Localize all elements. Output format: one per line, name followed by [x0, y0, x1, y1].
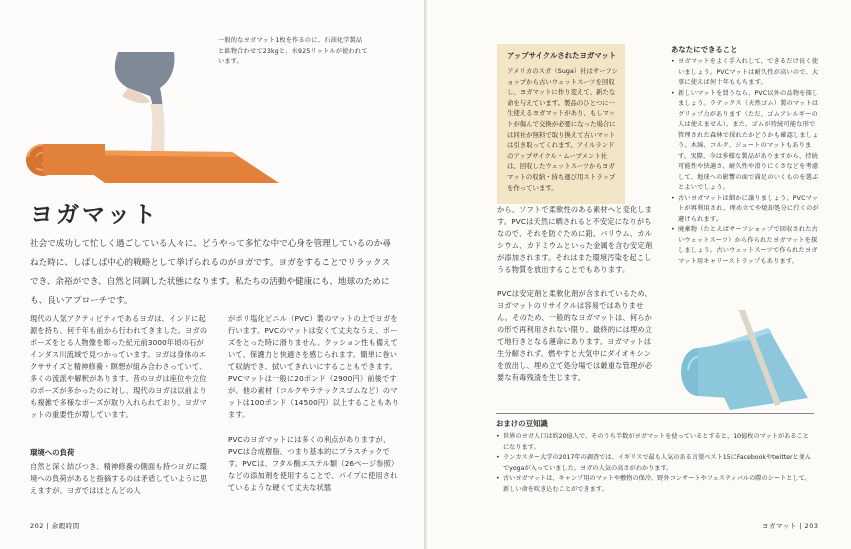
page-number-right: ヨガマット | 203 — [762, 522, 819, 530]
sidebar-title: アップサイクルされたヨガマット — [507, 51, 617, 60]
illustration-caption: 一般的なヨガマット1枚を作るのに、石油化学製品と鉱物合わせて23kgと、水925リットルが使われています。 — [218, 37, 368, 65]
bonus-list — [496, 432, 814, 495]
right-column-text: から、ソフトで柔軟性のある素材へと変化します。PVCは天然に晒されると不安定になりがちなので、それを防ぐために鉛、バリウム、カルシウム、カドミウムといった金属を含む安定剤が添加されます。それはまた環境汚染を起こしうる物質を放出することでもあります。 — [497, 205, 653, 274]
list-item: • 古いヨガマットは細かに譲りましょう。PVCマットが再利用され、埋め立てや焼却処分に行くのが避けられます。 — [671, 194, 819, 226]
sidebar-text: アメリカのスガ（Suga）社はサーフショップから古いウェットスーツを回収し、ヨガマットに作り変えて、新たな命を与えています。製品のひとつに一生使えるヨガマットがあり、もしマットが傷んで交換が必要になった場合には同社が無料で取り換えて古いマットは引き取ってくれます。アイルランドのアップサイクル・ムーブメント社は、回収したウェットスーツからヨガマットの収納・持ち運び用ストラップを作っています。 — [507, 67, 618, 192]
column-2-text: がポリ塩化ビニル（PVC）製のマットの上でヨガを行います。PVCのマットは安くて丈夫なうえ、ポーズをとった時に滑りません。クッション性も備えていて、保護力と快適さを感じられます。簡単に巻いて収納でき、拭いてきれいにすることもできます。PVCマットは一般に20ポンド（2900円）前後ですが、他の素材（コルクやラテックスゴムなど）のマットは100ポンド（14500円）以上することもあります。 — [228, 314, 400, 419]
right-column-text-2: PVCは安定剤と柔軟化剤が含まれているため、ヨガマットのリサイクルは容易ではありません。そのため、一般的なヨガマットは、何らかの形で再利用されない限り、最終的には埋め立て地行きとなる運命にあります。ヨガマットは生分解されず、燃やすと大気中にダイオキシンを放出し、埋め立て処分場では厳重な管理が必要な有毒残渣を生じます。 — [497, 289, 653, 382]
left-page — [0, 0, 425, 549]
page-title: ヨガマット — [30, 202, 160, 228]
bonus-heading: おまけの豆知識 — [496, 419, 548, 428]
bonus-facts-box — [496, 413, 814, 495]
standing-leg — [115, 52, 175, 168]
list-item: • 廃棄物（たとえばサーフショップで回収された古いウェットスーツ）から作られたヨガマットを探しましょう。古いウェットスーツで作られたヨガマット用キャリーストラップもあります。 — [671, 225, 819, 267]
yoga-illustration — [0, 0, 425, 200]
list-item: • ヨガマットをよく手入れして、できるだけ長く使いましょう。PVCマットは耐久性が高いので、大事に使えば何十年ももちます。 — [671, 57, 819, 89]
column-1-text: 現代の人気アクティビティであるヨガは、インドに起源を持ち、何千年も前から行われてきました。ヨガのポーズをとる人物像を彫った紀元前3000年頃の石がインダス川流域で見つかっています。ヨガは身体のエクササイズと精神修養・瞑想が組み合わさっていて、多くの流派や解釈があります。昔のヨガは座位や立位のポーズが多かったのに対し、現代のヨガは以前よりも複雑で多様なポーズが取り入れられており、ヨガマットの重要性が増しています。 — [30, 314, 208, 419]
lead-paragraph: 社会で成功して忙しく過ごしている人々に、どうやって多忙な中で心身を管理しているのか尋ねた時に、しばしば中心的戦略として挙げられるのがヨガです。ヨガをすることでリラックスでき、余裕ができ、自然と同調した状態になります。私たちの活動や健康にも、地球のためにも、良いアプローチです。 — [30, 239, 391, 306]
tips-list — [671, 57, 819, 267]
page-number-left: 202 | 余暇時間 — [30, 522, 80, 530]
section-heading-environment: 環境への負荷 — [30, 448, 75, 457]
rolled-mat-blue-illustration — [668, 310, 808, 410]
list-item: • 新しいマットを買うなら、PVC以外の品物を探しましょう。ラテックス（天然ゴム）製のマットはグリップ力があります（ただ、ゴムアレルギーの人は使えません）。また、ゴムが持続可能な形で管理された森林で採れたかどうかも確認しましょう。木綿、コルク、ジュートのマットもあります。実際、今は多様な製品がありますから、持続可能性や快適さ、耐久性や滑りにくさなどを考慮して、地球への影響の面で満足のいくものを選ぶとよいでしょう。 — [671, 89, 819, 194]
column-1-text-2: 自然と深く結びつき、精神修養の側面も持つヨガに環境への負荷があると指摘するのは矛盾していように思えますが、ヨガではほとんどの人 — [30, 462, 208, 495]
list-item: • 世界のヨガ人口は約20億人で、そのうち半数がヨガマットを使っているとすると、10億枚のマットがあることになります。 — [496, 432, 814, 453]
list-item: • ランカスター大学の2017年の調査では、イギリスで最も人気のある言葉ベスト15にFacebookやtwitterと並んでyogaが入っていました。ヨガの人気の高さがわかります。 — [496, 453, 814, 474]
tips-heading: あなたにできること — [671, 45, 738, 54]
list-item: • 古いヨガマットは、キャンプ用のマットや敷物の保冷、野外コンサートやフェスティバルの際のシートとして、新しい命を吹き込むことができます。 — [496, 474, 814, 495]
column-2-text-2: PVCのヨガマットには多くの利点がありますが、PVCは合成樹脂、つまり基本的にプラスチックです。PVCは、フタル酸エステル類（26ページ参照）などの添加剤を使用することで、パイプに使用されているような硬くて丈夫な状態 — [228, 435, 399, 492]
